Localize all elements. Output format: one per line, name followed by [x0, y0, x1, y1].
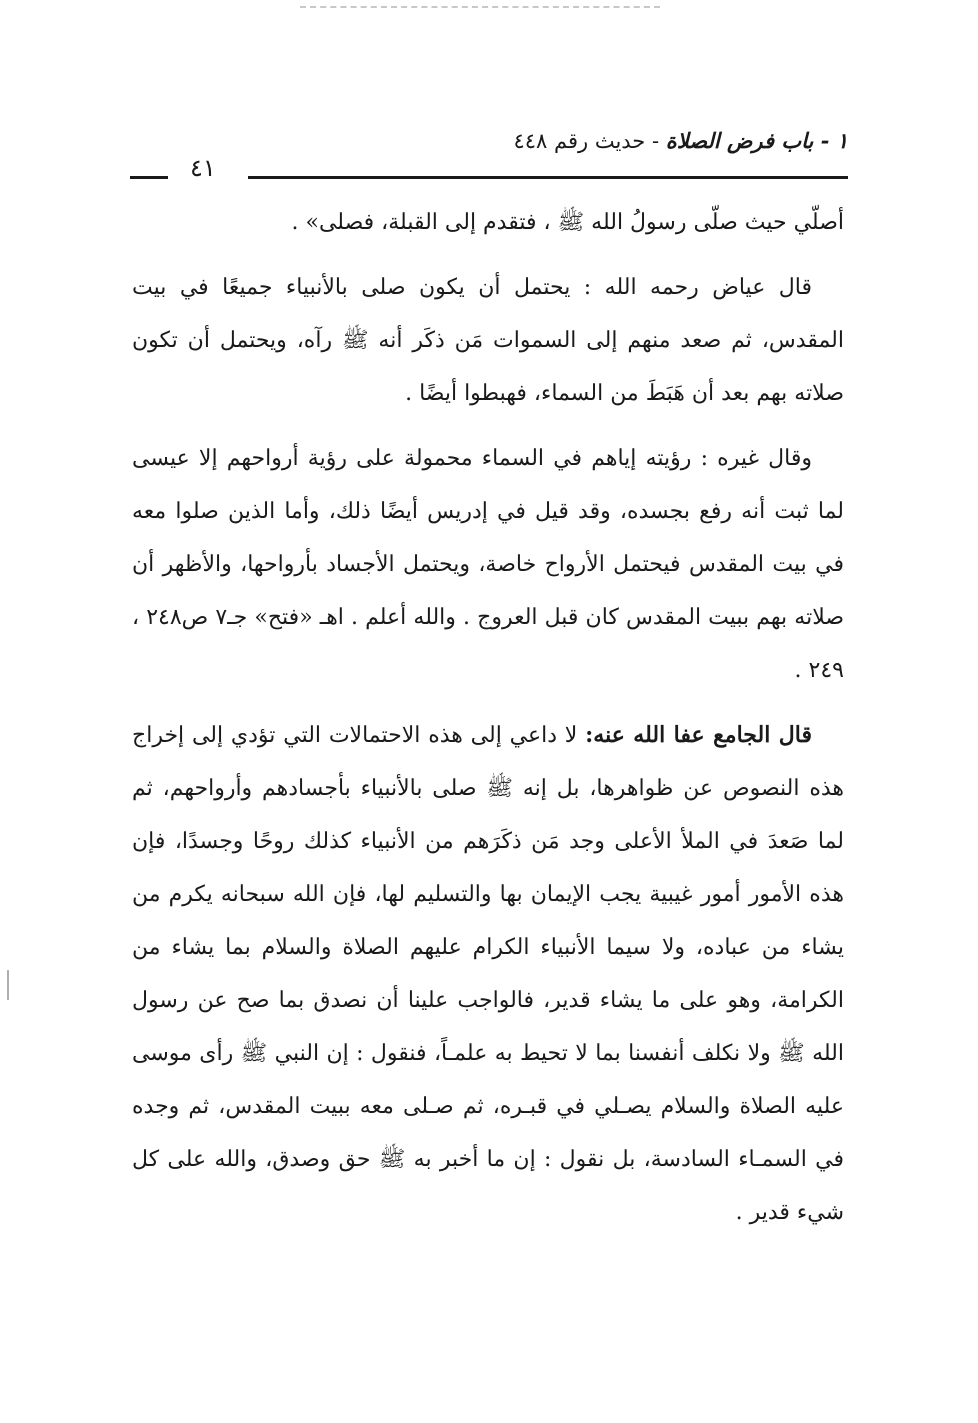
paragraph-text: وقال غيره : رؤيته إياهم في السماء محمولة على رؤية أرواحهم إلا عيسى لما ثبت أنه رفع بجسده، وقد قيل في إدريس أيضًا ذلك، وأما الذين صلوا معه في بيت المقدس فيحتمل الأرواح خاصة، ويحتمل الأجساد بأرواحها، والأظهر أن صلاته بهم ببيت المقدس كان قبل العروج . والله أعلم . اهـ «فتح» جـ٧ ص٢٤٨ ، ٢٤٩ .: [132, 446, 845, 683]
paragraph-text: أصلّي حيث صلّى رسولُ الله ﷺ ، فتقدم إلى القبلة، فصلى» .: [291, 210, 844, 235]
page-number: ٤١: [190, 154, 216, 182]
chapter-title: ١ - باب فرض الصلاة: [665, 128, 848, 153]
scan-margin-mark: [7, 970, 9, 1000]
paragraph-2: [132, 261, 844, 420]
header-rule-right: [248, 176, 848, 179]
paragraph-text: قال عياض رحمه الله : يحتمل أن يكون صلى بالأنبياء جميعًا في بيت المقدس، ثم صعد منهم إلى السموات مَن ذكَر أنه ﷺ رآه، ويحتمل أن تكون صلاته بهم بعد أن هَبَطَ من السماء، فهبطوا أيضًا .: [132, 275, 844, 406]
hadith-number: - حديث رقم ٤٤٨: [513, 129, 660, 153]
page-body: [132, 196, 844, 1251]
paragraph-1: [132, 196, 844, 249]
scan-top-edge: [300, 6, 660, 8]
running-title: [513, 128, 848, 153]
paragraph-text: لا داعي إلى هذه الاحتمالات التي تؤدي إلى إخراج هذه النصوص عن ظواهرها، بل إنه ﷺ صلى بالأنبياء بأجسادهم وأرواحهم، ثم لما صَعدَ في الملأ الأعلى وجد مَن ذكَرَهم من الأنبياء كذلك روحًا وجسدًا، فإن هذه الأمور أمور غيبية يجب الإيمان بها والتسليم لها، فإن الله سبحانه يكرم من يشاء من عباده، ولا سيما الأنبياء الكرام عليهم الصلاة والسلام بما يشاء من الكرامة، وهو على ما يشاء قدير، فالواجب علينا أن نصدق بما صح عن رسول الله ﷺ ولا نكلف أنفسنا بما لا تحيط به علمـاً، فنقول : إن النبي ﷺ رأى موسى عليه الصلاة والسلام يصـلي في قبـره، ثم صـلى معه ببيت المقدس، ثم وجده في السمـاء السادسة، بل نقول : إن ما أخبر به ﷺ حق وصدق، والله على كل شيء قدير .: [132, 723, 844, 1225]
page-header: [130, 128, 848, 188]
paragraph-lead: قال الجامع عفا الله عنه:: [585, 722, 812, 748]
paragraph-3: [132, 432, 844, 697]
header-rule-left: [130, 176, 168, 179]
paragraph-4: [132, 709, 844, 1239]
